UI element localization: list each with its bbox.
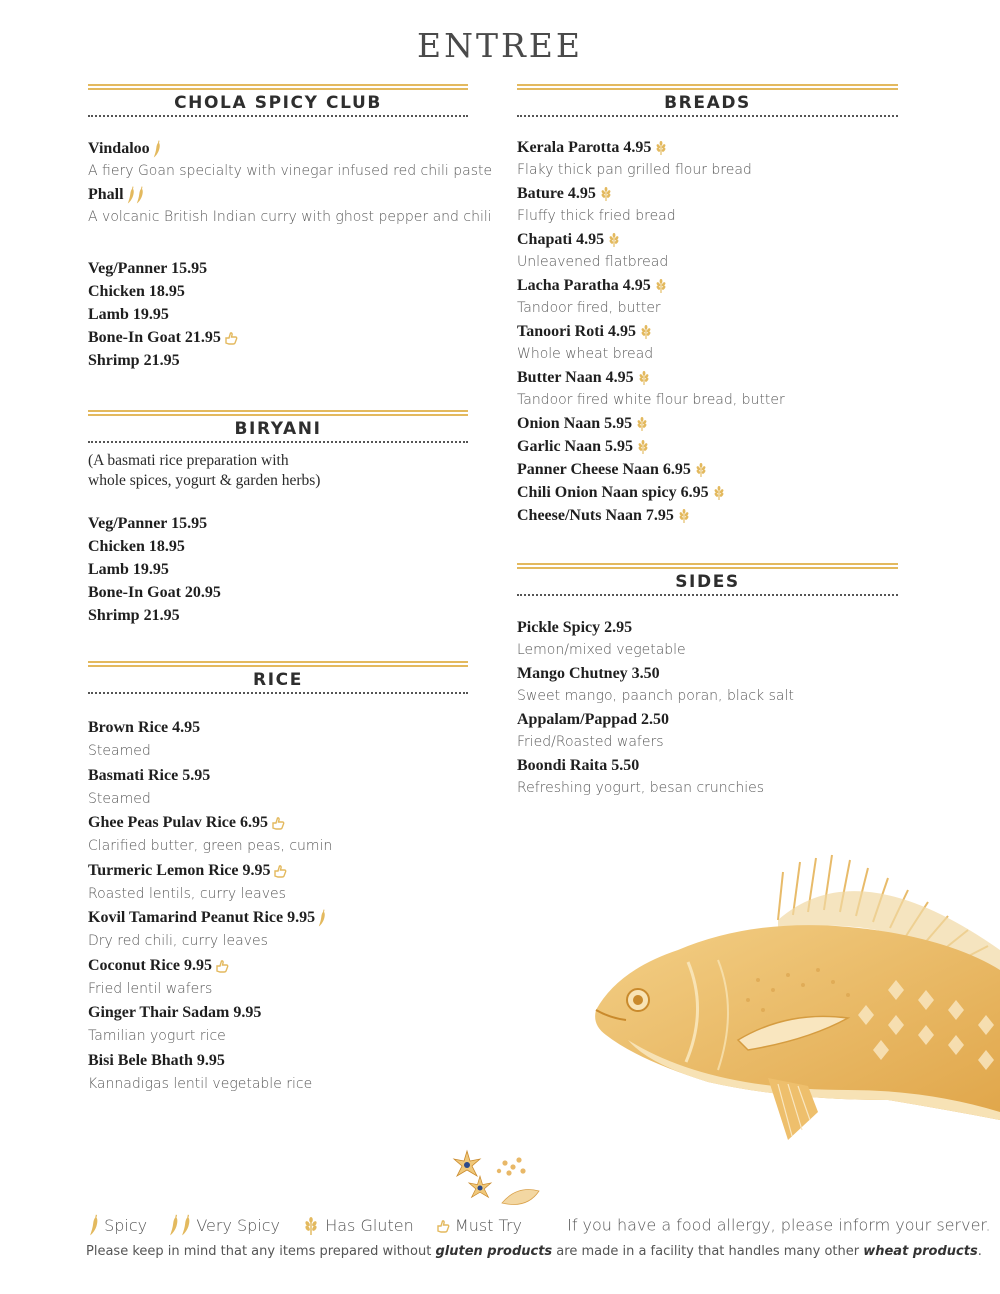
menu-item-description: Refreshing yogurt, besan crunchies	[517, 780, 765, 796]
biryani-note-line1: (A basmati rice preparation with	[88, 452, 289, 469]
section-title: BREADS	[664, 93, 751, 113]
menu-item-name: Tanoori Roti 4.95	[517, 323, 636, 340]
menu-item-description: Steamed	[88, 790, 151, 807]
price-item: Shrimp 21.95	[88, 607, 180, 624]
menu-item-description: Whole wheat bread	[517, 346, 654, 362]
dish-phall	[88, 183, 492, 229]
price-item: Chicken 18.95	[88, 283, 185, 300]
price-item: Chicken 18.95	[88, 538, 185, 555]
menu-item-name: Ginger Thair Sadam 9.95	[88, 1004, 262, 1021]
menu-item-description: Kannadigas lentil vegetable rice	[88, 1075, 313, 1092]
menu-item-description: Roasted lentils, curry leaves	[88, 885, 286, 902]
menu-item-description: Unleavened flatbread	[517, 254, 669, 270]
menu-item-name: Kovil Tamarind Peanut Rice 9.95	[88, 909, 316, 926]
legend-spicy-label: Spicy	[104, 1215, 148, 1235]
price-item: Lamb 19.95	[88, 561, 169, 578]
dish-description: A fiery Goan specialty with vinegar infused red chili paste	[88, 163, 493, 179]
wheat-icon	[694, 463, 708, 477]
sides-section	[517, 563, 898, 800]
menu-item-description: Dry red chili, curry leaves	[88, 933, 268, 949]
dish-vindaloo	[88, 137, 493, 183]
legend-very-spicy-label: Very Spicy	[196, 1215, 281, 1235]
disclaimer-text: .	[977, 1244, 982, 1259]
biryani-note-line2: whole spices, yogurt & garden herbs)	[88, 472, 321, 489]
section-title: SIDES	[675, 572, 740, 592]
disclaimer-text: Please keep in mind that any items prepared without	[86, 1244, 436, 1259]
rice-section	[88, 661, 468, 1096]
spice-illustration	[447, 1145, 547, 1215]
legend-spicy	[86, 1215, 147, 1234]
wheat-icon	[677, 509, 691, 523]
double-chili-icon	[166, 1215, 191, 1234]
gluten-disclaimer	[86, 1244, 982, 1259]
wheat-icon	[637, 371, 651, 385]
menu-item-description: Fried/Roasted wafers	[517, 734, 664, 750]
wheat-icon	[635, 417, 649, 431]
menu-item-name: Boondi Raita 5.50	[517, 757, 640, 774]
fish-illustration	[588, 850, 1000, 1142]
menu-item-name: Basmati Rice 5.95	[88, 766, 211, 784]
menu-item-description: Clarified butter, green peas, cumin	[88, 838, 333, 854]
wheat-icon	[607, 233, 621, 247]
wheat-icon	[639, 325, 653, 339]
menu-item-name: Bature 4.95	[517, 185, 596, 202]
legend-must-try	[433, 1215, 522, 1234]
section-title: BIRYANI	[234, 419, 322, 439]
menu-item-description: Tandoor fired, butter	[517, 300, 661, 316]
double-chili-icon	[124, 186, 144, 203]
menu-item-name: Pickle Spicy 2.95	[517, 619, 633, 636]
menu-item-name: Panner Cheese Naan 6.95	[517, 461, 691, 478]
section-rule	[88, 661, 468, 667]
menu-item-name: Cheese/Nuts Naan 7.95	[517, 507, 674, 524]
wheat-icon	[636, 440, 650, 454]
legend-gluten-label: Has Gluten	[325, 1216, 414, 1235]
menu-item-name: Coconut Rice 9.95	[88, 956, 212, 974]
disclaimer-emphasis: gluten products	[435, 1244, 553, 1259]
menu-item-name: Chapati 4.95	[517, 231, 605, 248]
allergy-notice: If you have a food allergy, please inform your server.	[567, 1215, 991, 1235]
menu-item-name: Bisi Bele Bhath 9.95	[88, 1051, 225, 1069]
menu-item-name: Chili Onion Naan spicy 6.95	[517, 484, 709, 501]
wheat-icon	[302, 1217, 320, 1235]
disclaimer-emphasis: wheat products	[863, 1244, 978, 1259]
price-item: Bone-In Goat 20.95	[88, 584, 221, 601]
wheat-icon	[599, 187, 613, 201]
menu-item-name: Mango Chutney 3.50	[517, 665, 660, 682]
disclaimer-text: are made in a facility that handles many other	[552, 1244, 864, 1259]
thumb-icon	[436, 1219, 450, 1233]
menu-item-name: Garlic Naan 5.95	[517, 438, 633, 455]
legend-must-try-label: Must Try	[454, 1216, 522, 1235]
chili-icon	[153, 140, 161, 158]
legend-gluten	[299, 1215, 414, 1234]
menu-item-name: Brown Rice 4.95	[88, 719, 201, 736]
legend-very-spicy	[166, 1215, 280, 1234]
legend	[86, 1214, 991, 1236]
menu-item-name: Onion Naan 5.95	[517, 415, 633, 432]
chola-spicy-club-section	[88, 84, 493, 372]
section-title: RICE	[253, 670, 303, 690]
menu-item-description: Tamilian yogurt rice	[88, 1028, 226, 1044]
price-item: Veg/Panner 15.95	[88, 515, 208, 532]
dish-name: Phall	[88, 186, 124, 203]
thumb-icon	[224, 331, 238, 345]
section-rule	[517, 84, 898, 90]
menu-item-description: Tandoor fired white flour bread, butter	[517, 392, 785, 408]
menu-item-description: Sweet mango, paanch poran, black salt	[517, 688, 794, 704]
dish-description: A volcanic British Indian curry with ghost pepper and chili	[88, 209, 492, 225]
price-item: Shrimp 21.95	[88, 352, 180, 369]
menu-item-description: Fried lentil wafers	[88, 980, 213, 997]
biryani-section	[88, 410, 468, 627]
menu-item-name: Lacha Paratha 4.95	[517, 277, 651, 294]
price-list	[88, 512, 468, 627]
wheat-icon	[712, 486, 726, 500]
thumb-icon	[271, 816, 285, 830]
menu-item-name: Appalam/Pappad 2.50	[517, 711, 670, 728]
price-item: Veg/Panner 15.95	[88, 260, 208, 277]
page-title: ENTREE	[416, 26, 583, 65]
menu-item-description: Fluffy thick fried bread	[517, 208, 676, 224]
section-rule	[88, 410, 468, 416]
chili-icon	[89, 1214, 99, 1236]
section-rule	[517, 563, 898, 569]
menu-item-description: Lemon/mixed vegetable	[517, 642, 686, 658]
menu-item-description: Flaky thick pan grilled flour bread	[517, 162, 752, 178]
section-rule	[88, 84, 468, 90]
price-list	[88, 257, 468, 372]
menu-item-name: Turmeric Lemon Rice 9.95	[88, 861, 271, 879]
menu-item-name: Kerala Parotta 4.95	[517, 139, 652, 156]
menu-item-name: Butter Naan 4.95	[517, 369, 634, 386]
wheat-icon	[654, 141, 668, 155]
price-item: Lamb 19.95	[88, 306, 169, 323]
breads-section	[517, 84, 898, 527]
chili-icon	[318, 909, 326, 927]
dish-name: Vindaloo	[88, 140, 150, 157]
menu-item-name: Ghee Peas Pulav Rice 6.95	[88, 814, 268, 831]
menu-item-description: Steamed	[88, 743, 151, 759]
thumb-icon	[215, 959, 229, 973]
thumb-icon	[273, 864, 287, 878]
price-item: Bone-In Goat 21.95	[88, 329, 221, 346]
wheat-icon	[654, 279, 668, 293]
section-title: CHOLA SPICY CLUB	[174, 93, 382, 113]
